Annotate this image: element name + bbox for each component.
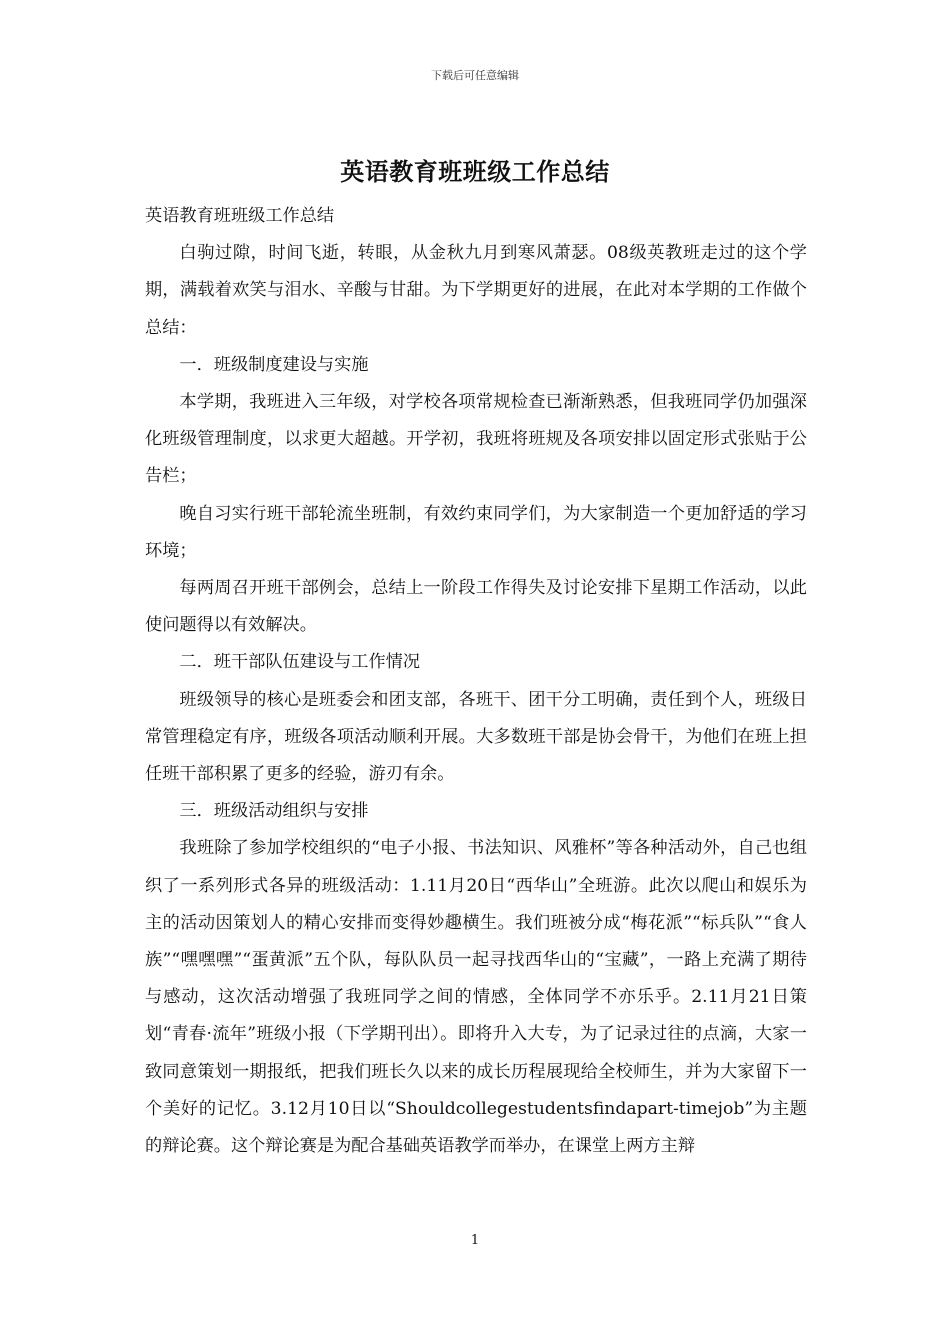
document-body <box>145 198 807 1165</box>
paragraph: 晚自习实行班干部轮流坐班制，有效约束同学们，为大家制造一个更加舒适的学习环境； <box>145 503 807 561</box>
paragraph: 我班除了参加学校组织的“电子小报、书法知识、风雅杯”等各种活动外，自己也组织了一系列形式各异的班级活动：1.11月20日“西华山”全班游。此次以爬山和娱乐为主的活动因策划人的精心安排而变得妙趣横生。我们班被分成“梅花派”“标兵队”“食人族”“嘿嘿嘿”“蛋黄派”五个队，每队队员一起寻找西华山的“宝藏”，一路上充满了期待与感动，这次活动增强了我班同学之间的情感，全体同学不亦乐乎。2.11月21日策划“青春·流年”班级小报（下学期刊出）。即将升入大专，为了记录过往的点滴，大家一致同意策划一期报纸，把我们班长久以来的成长历程展现给全校师生，并为大家留下一个美好的记忆。3.12月10日以“Shouldcollegestudentsfindapart-timejob”为主题的辩论赛。这个辩论赛是为配合基础英语教学而举办，在课堂上两方主辩 <box>145 838 807 1157</box>
paragraph-subtitle: 英语教育班班级工作总结 <box>145 206 335 226</box>
paragraph: 班级领导的核心是班委会和团支部，各班干、团干分工明确，责任到个人，班级日常管理稳定有序，班级各项活动顺利开展。大多数班干部是协会骨干，为他们在班上担任班干部积累了更多的经验，游刃有余。 <box>145 689 807 785</box>
paragraph-intro: 白驹过隙，时间飞逝，转眼，从金秋九月到寒风萧瑟。08级英教班走过的这个学期，满载着欢笑与泪水、辛酸与甘甜。为下学期更好的进展，在此对本学期的工作做个总结： <box>145 243 807 338</box>
paragraph: 本学期，我班进入三年级，对学校各项常规检查已渐渐熟悉，但我班同学仍加强深化班级管理制度，以求更大超越。开学初，我班将班规及各项安排以固定形式张贴于公告栏； <box>145 392 807 487</box>
page-header-note: 下载后可任意编辑 <box>431 69 519 82</box>
document-title: 英语教育班班级工作总结 <box>340 157 610 186</box>
section-heading-1: 一．班级制度建设与实施 <box>179 354 369 375</box>
paragraph: 每两周召开班干部例会，总结上一阶段工作得失及讨论安排下星期工作活动，以此使问题得以有效解决。 <box>145 578 807 636</box>
section-heading-2: 二．班干部队伍建设与工作情况 <box>179 652 421 673</box>
section-heading-3: 三．班级活动组织与安排 <box>179 801 369 822</box>
page-number: 1 <box>470 1233 480 1248</box>
